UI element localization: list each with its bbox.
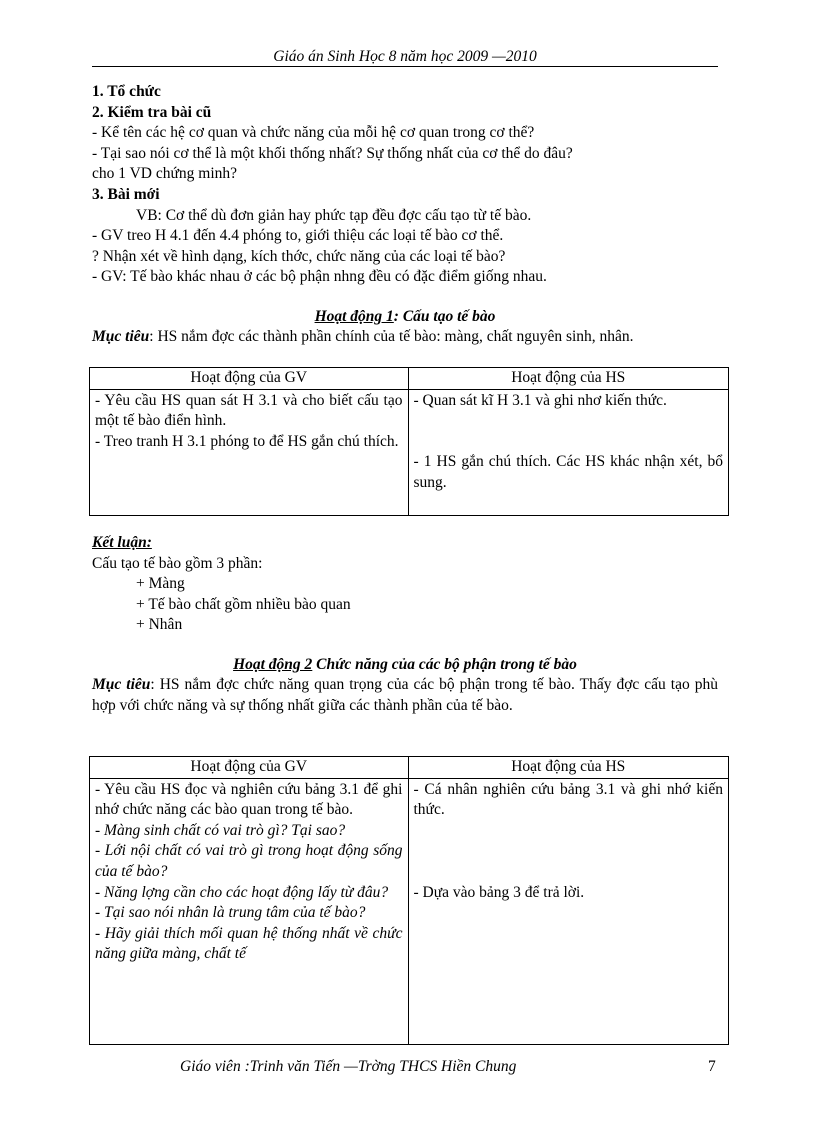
activity-1-col-gv: Hoạt động của GV bbox=[90, 368, 409, 390]
activity-1-col-hs: Hoạt động của HS bbox=[408, 368, 729, 390]
conclusion-intro: Cấu tạo tế bào gồm 3 phần: bbox=[92, 554, 263, 572]
page-header: Giáo án Sinh Học 8 năm học 2009 —2010 bbox=[273, 48, 537, 65]
header-rule bbox=[92, 66, 718, 67]
review-question-2-cont: cho 1 VD chứng minh? bbox=[92, 165, 238, 183]
activity-1-table bbox=[89, 367, 729, 516]
activity-2-hs-cell: - Cá nhân nghiên cứu bảng 3.1 và ghi nhớ kiến thức. - Dựa vào bảng 3 để trả lời. bbox=[408, 778, 729, 1044]
activity-2-col-gv: Hoạt động của GV bbox=[90, 757, 409, 779]
page-footer: Giáo viên :Trinh văn Tiến —Trờng THCS Hiền Chung bbox=[180, 1058, 517, 1075]
activity-2-goal: Mục tiêu: HS nắm đợc chức năng quan trọng của các bộ phận trong tế bào. Thấy đợc cấu tạo phù hợp với chức năng và sự thống nhất giữa các thành phần của tế bào. bbox=[92, 676, 718, 714]
activity-1-goal: Mục tiêu: HS nắm đợc các thành phần chính của tế bào: màng, chất nguyên sinh, nhân. bbox=[92, 328, 634, 345]
activity-2-table bbox=[89, 756, 729, 1045]
review-question-1: - Kể tên các hệ cơ quan và chức năng của mỗi hệ cơ quan trong cơ thể? bbox=[92, 124, 535, 142]
activity-2-gv-cell: - Yêu cầu HS đọc và nghiên cứu bảng 3.1 để ghi nhớ chức năng các bào quan trong tế bào. - Màng sinh chất có vai trò gì? Tại sao? - Lới nội chất có vai trò gì trong hoạt động sống của tế bào? - Năng lợng cần cho các hoạt động lấy từ đâu? - Tại sao nói nhân là trung tâm của tế bào? - Hãy giải thích mối quan hệ thống nhất về chức năng giữa màng, chất tế bbox=[90, 778, 409, 1044]
activity-1-gv-cell: - Yêu cầu HS quan sát H 3.1 và cho biết cấu tạo một tế bào điển hình. - Treo tranh H 3.1 phóng to để HS gắn chú thích. bbox=[90, 389, 409, 515]
body-top bbox=[92, 82, 718, 288]
conclusion-item: + Nhân bbox=[136, 616, 183, 634]
page-number: 7 bbox=[708, 1058, 716, 1075]
conclusion-item: + Tế bào chất gồm nhiều bào quan bbox=[136, 595, 351, 613]
conclusion-item: + Màng bbox=[136, 575, 185, 593]
teacher-step-1: - GV treo H 4.1 đến 4.4 phóng to, giới thiệu các loại tế bào cơ thể. bbox=[92, 227, 504, 245]
activity-2-col-hs: Hoạt động của HS bbox=[408, 757, 729, 779]
section-2-heading: 2. Kiểm tra bài cũ bbox=[92, 103, 212, 121]
section-3-heading: 3. Bài mới bbox=[92, 185, 160, 203]
teacher-question: ? Nhận xét về hình dạng, kích thớc, chức năng của các loại tế bào? bbox=[92, 247, 506, 265]
activity-2-title: Hoạt động 2 Chức năng của các bộ phận trong tế bào bbox=[233, 656, 577, 673]
activity-1-hs-cell: - Quan sát kĩ H 3.1 và ghi nhơ kiến thức. - 1 HS gắn chú thích. Các HS khác nhận xét, bổ sung. bbox=[408, 389, 729, 515]
conclusion-label: Kết luận: bbox=[92, 534, 152, 551]
intro-vb: VB: Cơ thể dù đơn giản hay phức tạp đều đợc cấu tạo từ tế bào. bbox=[136, 206, 532, 224]
activity-1-title: Hoạt động 1: Cấu tạo tế bào bbox=[314, 308, 496, 325]
teacher-step-2: - GV: Tế bào khác nhau ở các bộ phận nhng đều có đặc điểm giống nhau. bbox=[92, 268, 547, 286]
section-1-heading: 1. Tổ chức bbox=[92, 83, 161, 100]
review-question-2: - Tại sao nói cơ thể là một khối thống nhất? Sự thống nhất của cơ thể do đâu? bbox=[92, 144, 573, 162]
conclusion bbox=[92, 533, 718, 636]
